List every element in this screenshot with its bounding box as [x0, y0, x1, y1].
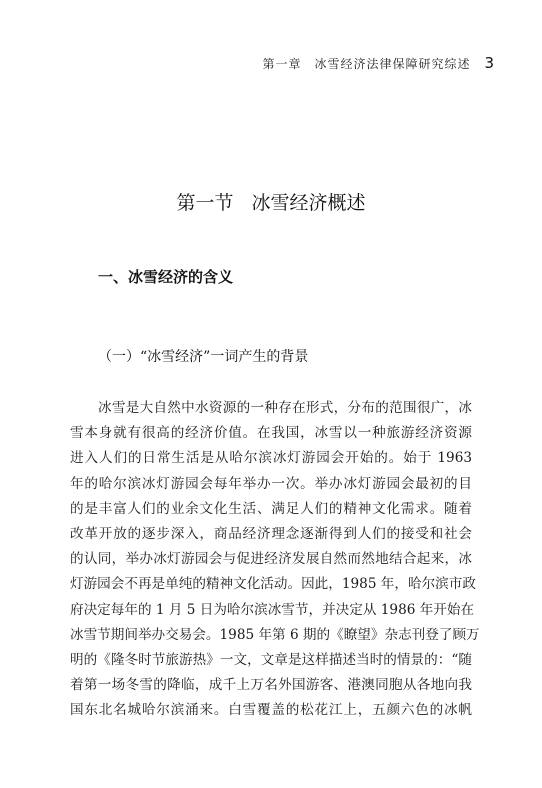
chapter-running-title: 第一章 冰雪经济法律保障研究综述 [262, 57, 471, 71]
section-number: 第一节 [176, 192, 234, 214]
page-number: 3 [484, 54, 494, 72]
paragraph-line: 冰雪节期间举办交易会。1985 年第 6 期的《瞭望》杂志刊登了顾万 [70, 626, 480, 643]
section-title [0, 188, 542, 215]
paragraph-line: 明的《隆冬时节旅游热》一文，文章是这样描述当时的情景的：“随 [70, 652, 472, 669]
paragraph-line: 国东北名城哈尔滨涌来。白雪覆盖的松花江上，五颜六色的冰帆 [70, 702, 472, 719]
running-header [262, 54, 494, 72]
paragraph-line: 改革开放的逐步深入，商品经济理念逐渐得到人们的接受和社会 [70, 526, 472, 543]
paragraph-line: 冰雪是大自然中水资源的一种存在形式，分布的范围很广，冰 [98, 400, 472, 416]
subsection-heading: 一、冰雪经济的含义 [98, 268, 234, 286]
paragraph-line: 灯游园会不再是单纯的精神文化活动。因此，1985 年，哈尔滨市政 [70, 576, 476, 593]
section-title-text: 冰雪经济概述 [251, 192, 366, 214]
paragraph-line: 年的哈尔滨冰灯游园会每年举办一次。举办冰灯游园会最初的目 [70, 475, 472, 492]
paragraph-line: 府决定每年的 1 月 5 日为哈尔滨冰雪节，并决定从 1986 年开始在 [70, 601, 475, 618]
paragraph-line: 雪本身就有很高的经济价值。在我国，冰雪以一种旅游经济资源 [70, 425, 472, 442]
paragraph-line: 进入人们的日常生活是从哈尔滨冰灯游园会开始的。始于 1963 [70, 450, 472, 467]
paragraph-line: 着第一场冬雪的降临，成千上万名外国游客、港澳同胞从各地向我 [70, 677, 472, 694]
paragraph-line: 的是丰富人们的业余文化生活、满足人们的精神文化需求。随着 [70, 500, 472, 517]
sub-subsection-heading: （一）“冰雪经济”一词产生的背景 [98, 349, 309, 365]
paragraph-line: 的认同，举办冰灯游园会与促进经济发展自然而然地结合起来，冰 [70, 551, 472, 568]
body-paragraph [70, 396, 480, 724]
